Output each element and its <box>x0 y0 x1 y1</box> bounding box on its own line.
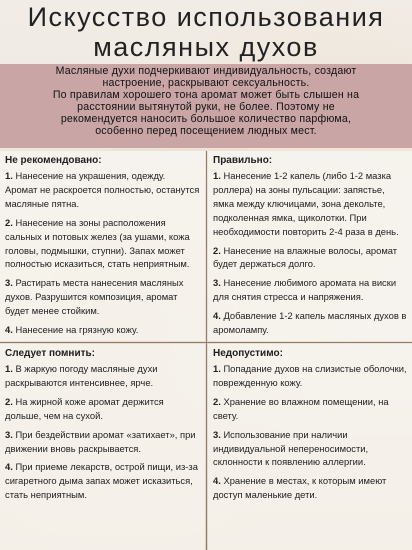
unacceptable-panel <box>208 344 412 550</box>
item-text: Хранение во влажном помещении, на свету. <box>213 395 389 421</box>
item-text: Хранение в местах, к которым имеют доступ маленькие дети. <box>213 475 387 501</box>
item-number: 4. <box>213 310 221 322</box>
list-item <box>5 428 200 456</box>
not-recommended-panel <box>0 151 205 341</box>
intro-line: По правилам хорошего тона аромат может быть слышен на <box>52 88 360 101</box>
list-item <box>5 362 200 390</box>
list-item <box>5 395 200 423</box>
item-number: 4. <box>5 324 13 336</box>
intro-line: рекомендуется наносить большое количество парфюма, <box>60 112 352 125</box>
item-text: Нанесение любимого аромата на виски для снятия стресса и напряжения. <box>213 277 397 303</box>
list-item <box>213 428 407 470</box>
intro-line: Масляные духи подчеркивают индивидуальность, создают <box>55 65 357 77</box>
item-number: 4. <box>213 475 221 487</box>
item-text: На жирной коже аромат держится дольше, чем на сухой. <box>5 395 164 421</box>
intro-line: настроение, раскрывают сексуальность. <box>102 76 310 89</box>
list-item <box>213 474 407 502</box>
panel-heading: Не рекомендовано: <box>5 155 102 166</box>
item-text: Растирать места нанесения масляных духов. Разрушится композиция, аромат будет менее стойким. <box>5 277 184 317</box>
item-number: 3. <box>213 277 221 289</box>
horizontal-divider <box>0 342 412 343</box>
list-item <box>213 362 407 390</box>
item-number: 1. <box>5 170 13 181</box>
item-number: 1. <box>213 170 221 181</box>
item-number: 2. <box>213 395 221 407</box>
list-item <box>213 244 407 272</box>
item-number: 4. <box>5 461 13 473</box>
item-text: При бездействии аромат «затихает», при движении вновь раскрывается. <box>5 428 196 454</box>
item-number: 3. <box>5 277 13 289</box>
page-title <box>0 2 412 62</box>
item-text: Использование при наличии индивидуальной непереносимости, склонности к появлению аллергии. <box>213 428 369 468</box>
intro-line: расстоянии вытянутой руки, не более. Поэтому не <box>77 100 335 113</box>
title-line-2: масляных духов <box>93 32 319 62</box>
item-text: Нанесение на украшения, одежду. Аромат не раскроется полностью, останутся масляные пятна. <box>5 170 200 209</box>
vertical-divider <box>206 151 207 550</box>
list-item <box>5 460 200 502</box>
item-text: Нанесение на грязную кожу. <box>15 324 139 336</box>
item-number: 1. <box>5 363 13 374</box>
item-text: В жаркую погоду масляные духи раскрываются интенсивнее, ярче. <box>5 363 158 388</box>
correct-panel <box>208 151 412 341</box>
item-number: 3. <box>213 428 221 440</box>
item-text: Добавление 1-2 капель масляных духов в аромолампу. <box>213 310 407 336</box>
item-number: 1. <box>213 363 221 374</box>
list-item <box>5 216 200 272</box>
panel-heading: Правильно: <box>213 155 273 166</box>
title-line-1: Искусство использования <box>27 2 385 32</box>
intro-line: особенно перед посещением людных мест. <box>95 124 317 137</box>
intro-banner <box>0 64 412 148</box>
list-item <box>213 395 407 423</box>
panel-heading: Недопустимо: <box>213 348 283 359</box>
item-number: 2. <box>5 216 13 228</box>
item-text: Нанесение на влажные волосы, аромат будет держаться долго. <box>213 244 398 270</box>
remember-panel <box>0 344 205 550</box>
item-text: Нанесение на зоны расположения сальных и потовых желез (за ушами, кожа головы, подмышки, ступни). Запах может полностью исказиться, стать неприятным. <box>5 216 190 270</box>
panel-heading: Следует помнить: <box>5 348 95 359</box>
item-number: 2. <box>5 395 13 407</box>
list-item <box>5 323 200 337</box>
list-item <box>213 309 407 337</box>
item-number: 3. <box>5 428 13 440</box>
item-text: Попадание духов на слизистые оболочки, поврежденную кожу. <box>213 363 407 388</box>
item-text: При приеме лекарств, острой пищи, из-за сигаретного дыма запах может исказиться, стать неприятным. <box>5 461 198 501</box>
list-item <box>5 276 200 318</box>
item-number: 2. <box>213 244 221 256</box>
list-item <box>213 276 407 304</box>
list-item <box>5 169 200 211</box>
item-text: Нанесение 1-2 капель (либо 1-2 мазка роллера) на зоны пульсации: запястье, ямка между ключицами, зона декольте, подколенная ямка, щиколотки. При необходимости повторить 2-4 раза в день. <box>213 170 399 237</box>
list-item <box>213 169 407 239</box>
